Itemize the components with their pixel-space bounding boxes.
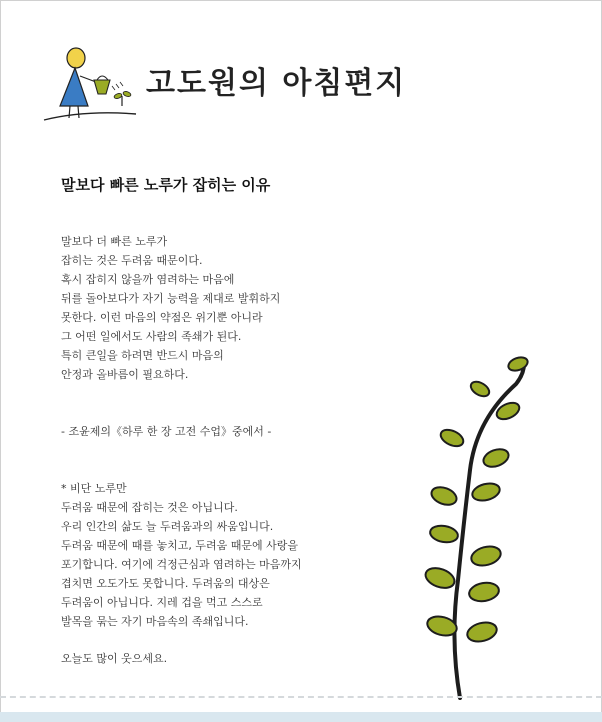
text-line: 못한다. 이런 마음의 약점은 위기뿐 아니라: [61, 311, 263, 324]
quote-source: - 조윤제의《하루 한 장 고전 수업》중에서 -: [61, 425, 272, 438]
text-line: 그 어떤 일에서도 사람의 족쇄가 된다.: [61, 330, 242, 343]
commentary-paragraph: [61, 479, 302, 631]
letter-title: 말보다 빠른 노루가 잡히는 이유: [61, 176, 271, 194]
text-line: 우리 인간의 삶도 늘 두려움과의 싸움입니다.: [61, 520, 274, 533]
text-line: 두려움 때문에 잡히는 것은 아닙니다.: [61, 501, 238, 514]
text-line: 겹치면 오도가도 못합니다. 두려움의 대상은: [61, 577, 270, 590]
gardener-logo-icon: [40, 44, 140, 124]
plant-vine-icon: [420, 350, 570, 700]
text-line: * 비단 노루만: [61, 482, 127, 495]
text-line: 말보다 더 빠른 노루가: [61, 235, 168, 248]
text-line: 두려움 때문에 때를 놓치고, 두려움 때문에 사랑을: [61, 539, 298, 552]
text-line: 뒤를 돌아보다가 자기 능력을 제대로 발휘하지: [61, 292, 281, 305]
text-line: 두려움이 아닙니다. 지레 겁을 먹고 스스로: [61, 596, 263, 609]
text-line: 발목을 묶는 자기 마음속의 족쇄입니다.: [61, 615, 249, 628]
brand-title: 고도원의 아침편지: [146, 66, 407, 101]
text-line: 안정과 올바름이 필요하다.: [61, 368, 189, 381]
quote-paragraph: [61, 232, 280, 384]
bottom-divider: [0, 696, 602, 698]
text-line: 혹시 잡히지 않을까 염려하는 마음에: [61, 273, 235, 286]
text-line: 포기합니다. 여기에 걱정근심과 염려하는 마음까지: [61, 558, 302, 571]
text-line: 특히 큰일을 하려면 반드시 마음의: [61, 349, 224, 362]
text-line: 잡히는 것은 두려움 때문이다.: [61, 254, 203, 267]
closing-line: 오늘도 많이 웃으세요.: [61, 652, 168, 665]
bottom-band: [0, 712, 602, 722]
